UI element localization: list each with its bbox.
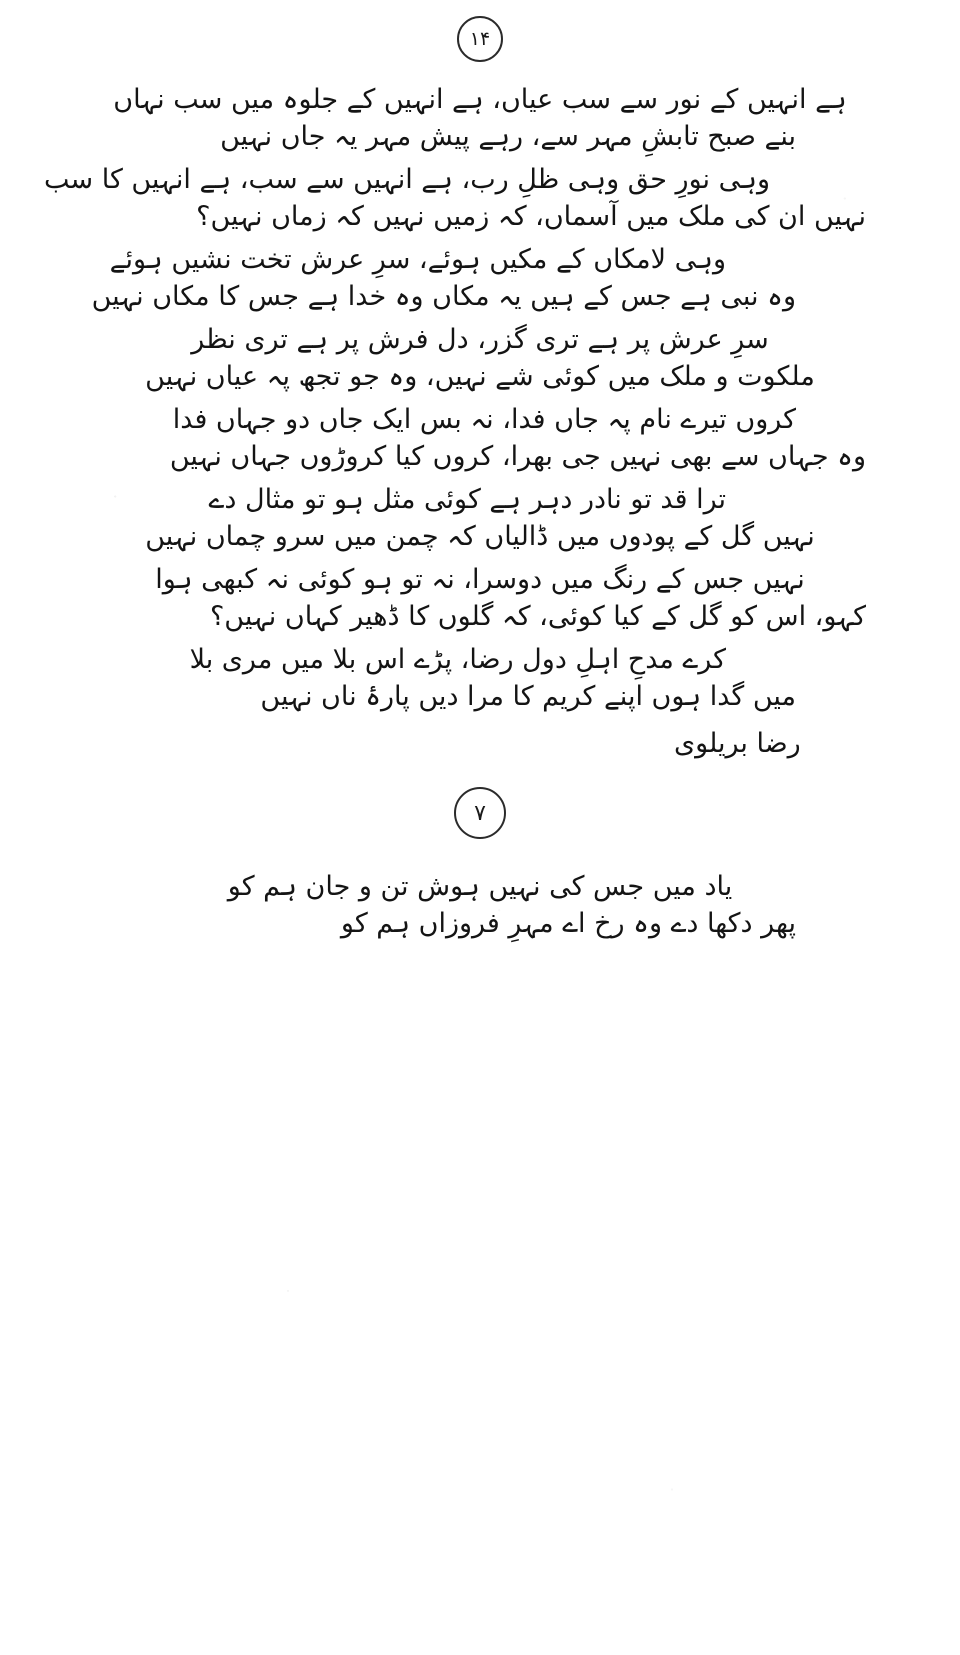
page-number-badge: ۱۴ bbox=[457, 16, 503, 62]
poem-section-1 bbox=[34, 86, 926, 759]
verse-line: کہو، اس کو گل کے کیا کوئی، کہ گلوں کا ڈھیر کہاں نہیں؟ bbox=[209, 601, 866, 632]
verse-line: بنے صبح تابشِ مہر سے، رہے پیش مہر یہ جاں نہیں bbox=[220, 121, 796, 152]
verse-line: سرِ عرش پر ہے تری گزر، دل فرش پر ہے تری نظر bbox=[191, 324, 769, 355]
couplet bbox=[34, 486, 926, 550]
verse-line: یاد میں جس کی نہیں ہوش تن و جان ہم کو bbox=[227, 871, 733, 902]
couplet bbox=[34, 566, 926, 630]
verse-line: میں گدا ہوں اپنے کریم کا مرا دیں پارۂ ناں نہیں bbox=[260, 681, 796, 712]
couplet bbox=[34, 646, 926, 710]
verse-line: وہی لامکاں کے مکیں ہوئے، سرِ عرش تخت نشیں ہوئے bbox=[109, 244, 726, 275]
poem-body bbox=[0, 86, 960, 953]
verse-line: نہیں ان کی ملک میں آسماں، کہ زمیں نہیں کہ زماں نہیں؟ bbox=[196, 201, 866, 232]
verse-line: ترا قد تو نادر دہر ہے کوئی مثل ہو تو مثال دے bbox=[208, 484, 726, 515]
couplet bbox=[34, 873, 926, 937]
couplet bbox=[34, 246, 926, 310]
poet-signature: رضا بریلوی bbox=[674, 728, 801, 759]
verse-line: ملکوت و ملک میں کوئی شے نہیں، وہ جو تجھ پہ عیاں نہیں bbox=[145, 361, 815, 392]
couplet bbox=[34, 86, 926, 150]
verse-line: ہے انہیں کے نور سے سب عیاں، ہے انہیں کے جلوہ میں سب نہاں bbox=[113, 84, 847, 115]
verse-line: پھر دکھا دے وہ رخ اے مہرِ فروزاں ہم کو bbox=[340, 908, 796, 939]
section-number-badge: ۷ bbox=[454, 787, 506, 839]
couplet bbox=[34, 406, 926, 470]
verse-line: نہیں جس کے رنگ میں دوسرا، نہ تو ہو کوئی نہ کبھی ہوا bbox=[155, 564, 805, 595]
verse-line: وہی نورِ حق وہی ظلِ رب، ہے انہیں سے سب، ہے انہیں کا سب bbox=[44, 164, 770, 195]
verse-line: نہیں گل کے پودوں میں ڈالیاں کہ چمن میں سرو چماں نہیں bbox=[145, 521, 815, 552]
verse-line: وہ نبی ہے جس کے ہیں یہ مکاں وہ خدا ہے جس کا مکاں نہیں bbox=[91, 281, 796, 312]
verse-line: کروں تیرے نام پہ جاں فدا، نہ بس ایک جاں دو جہاں فدا bbox=[172, 404, 796, 435]
verse-line: کرے مدحِ اہلِ دول رضا، پڑے اس بلا میں مری بلا bbox=[189, 644, 726, 675]
couplet bbox=[34, 326, 926, 390]
couplet bbox=[34, 166, 926, 230]
poem-section-2 bbox=[34, 873, 926, 937]
verse-line: وہ جہاں سے بھی نہیں جی بھرا، کروں کیا کروڑوں جہاں نہیں bbox=[169, 441, 866, 472]
